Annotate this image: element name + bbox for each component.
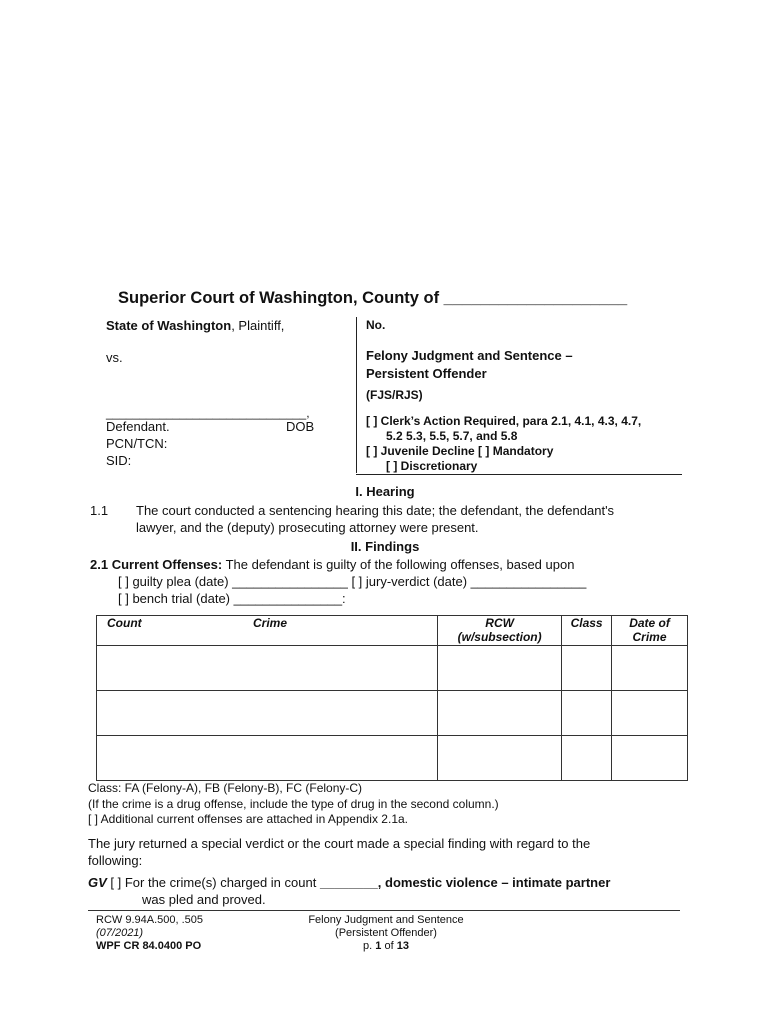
sid-label: SID:: [106, 453, 132, 468]
caption-divider: [356, 317, 357, 473]
page-of: of: [381, 940, 397, 952]
header-crime: Crime: [253, 616, 288, 630]
para-1-1-text-line-1: The court conducted a sentencing hearing this date; the defendant, the defendant's: [136, 503, 615, 518]
footer-rule: [88, 910, 680, 911]
para-1-1-number: 1.1: [90, 503, 109, 518]
table-row: [97, 646, 688, 691]
footer-doc-title: Felony Judgment and Sentence: [308, 914, 464, 926]
gv-dv-label: , domestic violence – intimate partner: [377, 875, 611, 890]
date-cell[interactable]: [612, 646, 688, 691]
gv-code: GV: [88, 875, 107, 890]
court-title: Superior Court of Washington, County of ____________________: [118, 289, 628, 307]
header-date-line-2: Crime: [632, 630, 667, 644]
crime-cell[interactable]: [97, 736, 438, 781]
footer-form-number: WPF CR 84.0400 PO: [96, 940, 202, 952]
class-cell[interactable]: [562, 646, 612, 691]
header-class: Class: [562, 616, 612, 646]
clerk-action-paras: 5.2 5.3, 5.5, 5.7, and 5.8: [386, 429, 518, 443]
section-2-heading: II. Findings: [350, 539, 420, 554]
rcw-cell[interactable]: [438, 646, 562, 691]
date-cell[interactable]: [612, 691, 688, 736]
para-2-1-title: Current Offenses:: [111, 557, 223, 572]
document-title-line-1: Felony Judgment and Sentence –: [366, 348, 573, 363]
header-date: [612, 616, 688, 646]
footer-center: [286, 914, 486, 953]
caption-case-info: [366, 318, 676, 474]
pcn-label: PCN/TCN:: [106, 436, 168, 451]
additional-offenses-checkbox[interactable]: [ ] Additional current offenses are attached in Appendix 2.1a.: [88, 812, 408, 826]
para-2-1-number: 2.1: [90, 557, 109, 572]
clerk-action-checkbox[interactable]: [ ] Clerk’s Action Required, para 2.1, 4.1, 4.3, 4.7,: [366, 414, 642, 428]
gv-finding[interactable]: [88, 875, 610, 890]
state-name: State of Washington: [106, 318, 232, 333]
bench-trial-line[interactable]: [ ] bench trial (date) _______________:: [118, 591, 346, 606]
caption-parties: [106, 318, 352, 470]
case-number-label: No.: [366, 318, 386, 332]
para-1-1-text-line-2: lawyer, and the (deputy) prosecuting attorney were present.: [136, 520, 479, 535]
table-row: [97, 736, 688, 781]
plaintiff-label: , Plaintiff,: [231, 318, 285, 333]
crime-cell[interactable]: [97, 691, 438, 736]
gv-checkbox-text: [ ] For the crime(s) charged in count: [106, 875, 320, 890]
rcw-cell[interactable]: [438, 736, 562, 781]
header-date-line-1: Date of: [629, 616, 670, 630]
page-total: 13: [396, 940, 409, 952]
header-count-crime: [97, 616, 438, 646]
para-2-1-text: The defendant is guilty of the following offenses, based upon: [222, 557, 575, 572]
special-verdict-line-2: following:: [88, 853, 143, 868]
defendant-label: Defendant.: [106, 419, 170, 434]
plea-verdict-line[interactable]: [ ] guilty plea (date) ________________ [ ] jury-verdict (date) ________________: [118, 574, 587, 589]
class-cell[interactable]: [562, 736, 612, 781]
caption-bottom-rule: [356, 474, 682, 475]
special-verdict-line-1: The jury returned a special verdict or the court made a special finding with regard to the: [88, 836, 591, 851]
footer-doc-subtitle: (Persistent Offender): [335, 927, 437, 939]
date-cell[interactable]: [612, 736, 688, 781]
page-prefix: p.: [363, 940, 376, 952]
section-1-heading: I. Hearing: [355, 484, 415, 499]
class-cell[interactable]: [562, 691, 612, 736]
footer-page-number: [286, 940, 486, 953]
gv-count-blank[interactable]: ________: [319, 875, 378, 890]
dob-label: DOB: [286, 419, 315, 434]
document-title-line-2: Persistent Offender: [366, 366, 487, 381]
header-rcw-line-2: (w/subsection): [457, 630, 542, 644]
class-legend: Class: FA (Felony-A), FB (Felony-B), FC (Felony-C): [88, 781, 363, 795]
footer-rcw: RCW 9.94A.500, .505: [96, 914, 204, 926]
vs-label: vs.: [106, 350, 123, 365]
crime-cell[interactable]: [97, 646, 438, 691]
offense-table: [96, 615, 688, 781]
footer-left: [96, 914, 203, 953]
drug-note: (If the crime is a drug offense, include the type of drug in the second column.): [88, 797, 499, 811]
offense-table-header: [97, 616, 688, 646]
header-rcw-line-1: RCW: [485, 616, 514, 630]
table-row: [97, 691, 688, 736]
document-code: (FJS/RJS): [366, 388, 423, 402]
header-count: Count: [107, 616, 142, 630]
discretionary-checkbox[interactable]: [ ] Discretionary: [386, 459, 478, 473]
para-2-1: [90, 557, 574, 572]
rcw-cell[interactable]: [438, 691, 562, 736]
header-rcw: [438, 616, 562, 646]
juvenile-decline-checkbox[interactable]: [ ] Juvenile Decline [ ] Mandatory: [366, 444, 554, 458]
footer-revision-date: (07/2021): [96, 927, 144, 939]
gv-line-2: was pled and proved.: [142, 892, 266, 907]
defendant-name-line: ______________________________,: [106, 406, 310, 420]
page-current: 1: [375, 940, 382, 952]
